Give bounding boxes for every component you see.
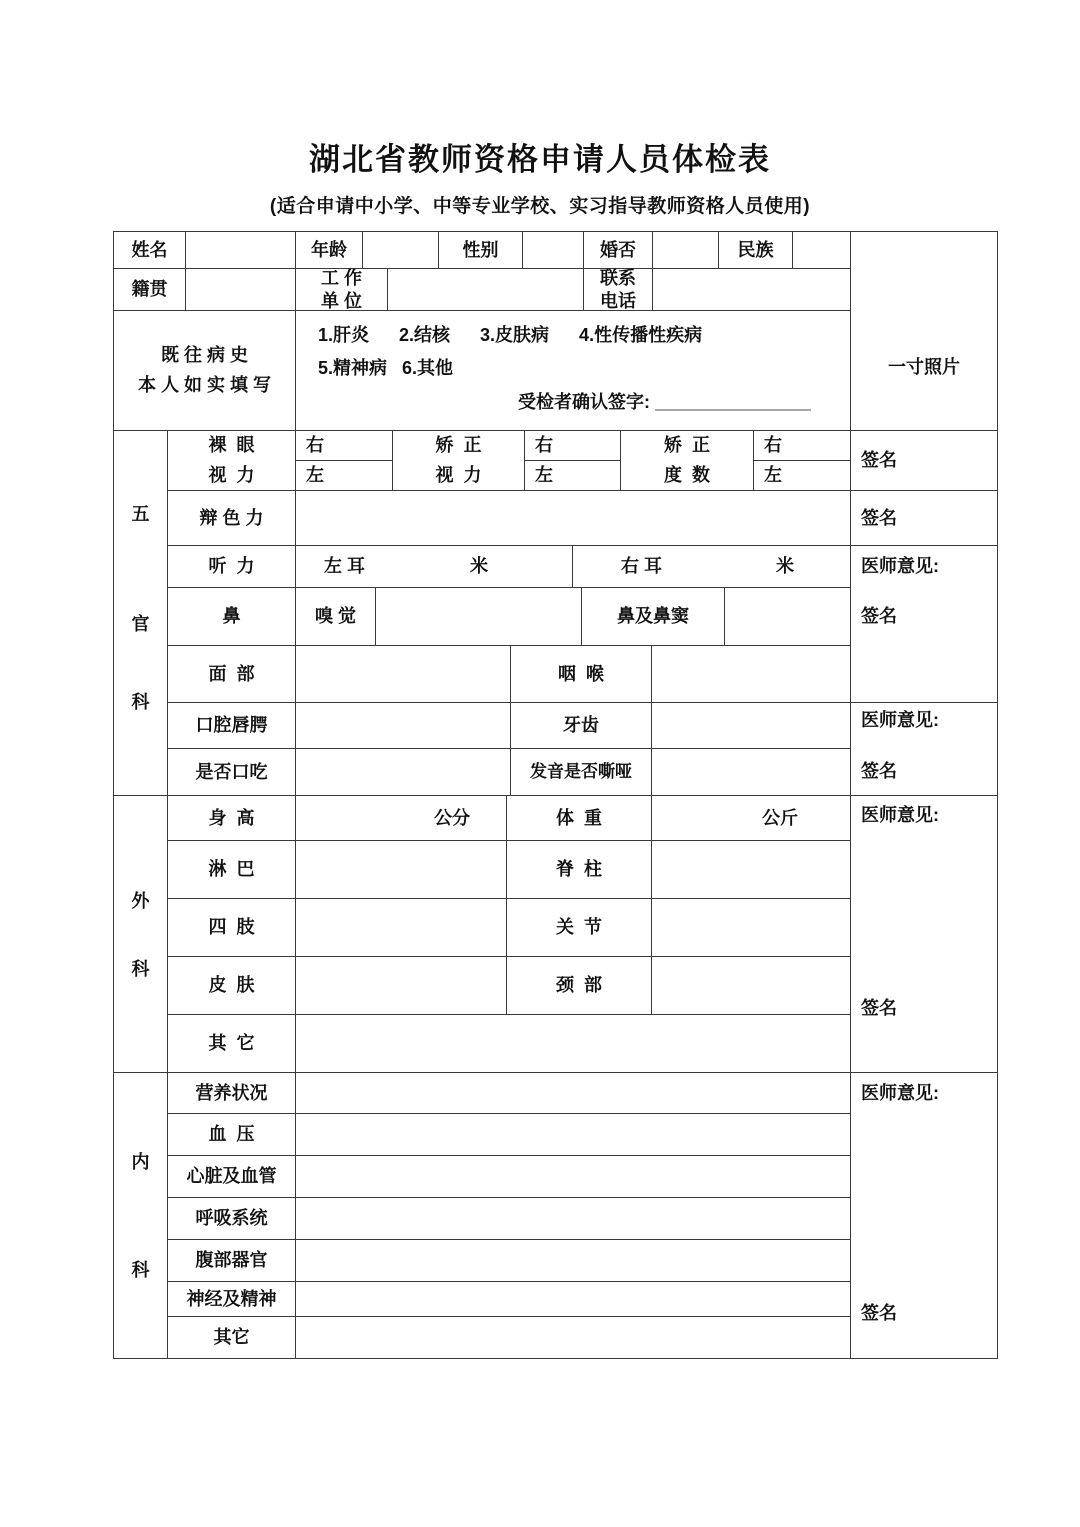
- page-title: 湖北省教师资格申请人员体检表: [309, 142, 771, 177]
- abdomen-label-cell: [167, 1239, 296, 1282]
- age-label: 年龄: [311, 239, 347, 260]
- corrected-degree-right-cell[interactable]: [753, 430, 851, 461]
- nose-sinus-label-cell: [581, 587, 725, 646]
- spine-label: 脊 柱: [555, 859, 602, 880]
- naked-vision-label-line1: 裸 眼: [208, 434, 255, 455]
- surgery-char-2: 科: [131, 959, 150, 979]
- joint-input-cell[interactable]: [651, 898, 851, 957]
- gender-label-cell: [438, 231, 523, 269]
- lymph-label-cell: [167, 840, 296, 899]
- blood-pressure-input-cell[interactable]: [295, 1113, 851, 1156]
- native-place-input-cell[interactable]: [185, 268, 296, 311]
- spine-label-cell: [506, 840, 652, 899]
- corrected-degree-label-line2: 度 数: [663, 464, 710, 485]
- nose-label: 鼻: [222, 606, 241, 627]
- heart-vessel-input-cell[interactable]: [295, 1155, 851, 1198]
- height-label-cell: [167, 795, 296, 841]
- doctor-opinion-label: 医师意见:: [861, 805, 939, 825]
- native-place-label: 籍贯: [131, 279, 168, 300]
- right-eye-label: 右: [535, 435, 553, 456]
- phone-label-cell: [583, 268, 653, 311]
- oral-label: 口腔唇腭: [195, 715, 268, 736]
- respiratory-label-cell: [167, 1197, 296, 1240]
- work-unit-label-cell: [295, 268, 388, 311]
- neck-label: 颈 部: [555, 975, 602, 996]
- surgery-section-label: [113, 795, 168, 1073]
- nutrition-label: 营养状况: [195, 1082, 268, 1103]
- five-sense-char-1: 五: [131, 504, 150, 524]
- nose-sinus-label: 鼻及鼻窦: [617, 606, 689, 627]
- hearing-label: 听 力: [208, 556, 255, 577]
- doctor-opinion-cell-1[interactable]: [850, 545, 998, 703]
- throat-label: 咽 喉: [557, 663, 604, 684]
- nose-sinus-input-cell[interactable]: [724, 587, 851, 646]
- marital-input-cell[interactable]: [652, 231, 719, 269]
- photo-label: 一寸照片: [888, 357, 960, 377]
- blood-pressure-label-cell: [167, 1113, 296, 1156]
- history-options-line2: 5.精神病 6.其他: [318, 358, 454, 378]
- ethnicity-input-cell[interactable]: [792, 231, 851, 269]
- internal-char-2: 科: [131, 1260, 150, 1280]
- heart-vessel-label-cell: [167, 1155, 296, 1198]
- corrected-degree-label-line1: 矫 正: [663, 434, 710, 455]
- work-unit-label-line2: 单 位: [320, 290, 362, 311]
- five-sense-char-3: 科: [131, 692, 150, 712]
- stutter-label-cell: [167, 748, 296, 796]
- hearing-right-ear-cell[interactable]: [572, 545, 851, 588]
- hoarse-input-cell[interactable]: [651, 748, 851, 796]
- naked-vision-right-cell[interactable]: [295, 430, 393, 461]
- teeth-label-cell: [510, 702, 652, 749]
- weight-label-cell: [506, 795, 652, 841]
- exam-form-table: [113, 231, 998, 1359]
- surgery-other-label-cell: [167, 1014, 296, 1073]
- throat-input-cell[interactable]: [651, 645, 851, 703]
- stutter-label: 是否口吃: [195, 761, 268, 782]
- doctor-sign-label: 签名: [861, 998, 897, 1018]
- name-label-cell: [113, 231, 186, 269]
- abdomen-label: 腹部器官: [195, 1250, 268, 1271]
- doctor-opinion-cell-2[interactable]: [850, 702, 998, 796]
- stutter-input-cell[interactable]: [295, 748, 511, 796]
- skin-input-cell[interactable]: [295, 956, 507, 1015]
- history-options-line1: 1.肝炎 2.结核 3.皮肤病 4.性传播性疾病: [318, 325, 703, 345]
- surgery-char-1: 外: [131, 891, 150, 911]
- neck-input-cell[interactable]: [651, 956, 851, 1015]
- weight-unit-label: 公斤: [762, 807, 798, 828]
- spine-input-cell[interactable]: [651, 840, 851, 899]
- native-place-label-cell: [113, 268, 186, 311]
- corrected-degree-label-cell: [620, 430, 754, 491]
- face-label-cell: [167, 645, 296, 703]
- internal-other-label-cell: [167, 1316, 296, 1359]
- surgery-other-label: 其 它: [208, 1033, 255, 1054]
- limbs-input-cell[interactable]: [295, 898, 507, 957]
- nose-label-cell: [167, 587, 296, 646]
- surgery-other-input-cell[interactable]: [295, 1014, 851, 1073]
- oral-label-cell: [167, 702, 296, 749]
- joint-label-cell: [506, 898, 652, 957]
- age-label-cell: [295, 231, 363, 269]
- nerve-spirit-input-cell[interactable]: [295, 1281, 851, 1317]
- ethnicity-label-cell: [718, 231, 793, 269]
- hearing-label-cell: [167, 545, 296, 588]
- corrected-vision-label-cell: [392, 430, 525, 491]
- smell-input-cell[interactable]: [375, 587, 582, 646]
- respiratory-label: 呼吸系统: [195, 1208, 268, 1229]
- meter-unit-label: 米: [470, 556, 488, 577]
- nutrition-label-cell: [167, 1072, 296, 1114]
- medical-history-label-cell: [113, 310, 296, 431]
- gender-input-cell[interactable]: [522, 231, 584, 269]
- work-unit-label-line1: 工 作: [320, 268, 362, 288]
- medical-history-content-cell[interactable]: [295, 310, 851, 431]
- hearing-left-ear-cell[interactable]: [295, 545, 573, 588]
- height-input-cell[interactable]: [295, 795, 507, 841]
- left-ear-label: 左 耳: [324, 556, 366, 577]
- right-ear-label: 右 耳: [621, 556, 663, 577]
- sign-label: 签名: [861, 507, 897, 528]
- ethnicity-label: 民族: [737, 239, 774, 260]
- corrected-vision-left-cell[interactable]: [524, 460, 621, 491]
- doctor-opinion-label: 医师意见:: [861, 556, 939, 576]
- doctor-opinion-cell-3[interactable]: [850, 795, 998, 1073]
- limbs-label: 四 肢: [208, 917, 255, 938]
- oral-input-cell[interactable]: [295, 702, 511, 749]
- lymph-label: 淋 巴: [208, 859, 255, 880]
- smell-label: 嗅 觉: [314, 606, 356, 627]
- five-sense-char-2: 官: [131, 614, 150, 634]
- color-vision-label: 辩 色 力: [199, 507, 264, 528]
- hoarse-label: 发音是否嘶哑: [530, 762, 632, 782]
- sign-label: 签名: [861, 450, 897, 471]
- naked-vision-label-cell: [167, 430, 296, 491]
- joint-label: 关 节: [555, 917, 602, 938]
- gender-label: 性别: [462, 239, 499, 260]
- skin-label-cell: [167, 956, 296, 1015]
- internal-other-input-cell[interactable]: [295, 1316, 851, 1359]
- weight-label: 体 重: [555, 807, 602, 828]
- meter-unit-label: 米: [776, 556, 794, 577]
- color-vision-sign-cell[interactable]: [850, 490, 998, 546]
- naked-vision-left-cell[interactable]: [295, 460, 393, 491]
- height-unit-label: 公分: [434, 807, 470, 828]
- page-subtitle: (适合申请中小学、中等专业学校、实习指导教师资格人员使用): [269, 196, 811, 217]
- left-eye-label: 左: [764, 465, 782, 486]
- doctor-sign-label: 签名: [861, 761, 897, 781]
- teeth-input-cell[interactable]: [651, 702, 851, 749]
- neck-label-cell: [506, 956, 652, 1015]
- nerve-spirit-label-cell: [167, 1281, 296, 1317]
- vision-sign-cell[interactable]: [850, 430, 998, 491]
- face-input-cell[interactable]: [295, 645, 511, 703]
- corrected-vision-right-cell[interactable]: [524, 430, 621, 461]
- heart-vessel-label: 心脏及血管: [186, 1166, 277, 1187]
- color-vision-label-cell: [167, 490, 296, 546]
- phone-input-cell[interactable]: [652, 268, 851, 311]
- internal-other-label: 其它: [213, 1327, 250, 1348]
- doctor-opinion-label: 医师意见:: [861, 1083, 939, 1103]
- throat-label-cell: [510, 645, 652, 703]
- skin-label: 皮 肤: [208, 975, 255, 996]
- lymph-input-cell[interactable]: [295, 840, 507, 899]
- age-input-cell[interactable]: [362, 231, 439, 269]
- naked-vision-label-line2: 视 力: [208, 464, 255, 485]
- blood-pressure-label: 血 压: [208, 1124, 255, 1145]
- name-label: 姓名: [131, 239, 168, 260]
- right-eye-label: 右: [764, 435, 782, 456]
- doctor-sign-label: 签名: [861, 606, 897, 626]
- smell-label-cell: [295, 587, 376, 646]
- marital-label-cell: [583, 231, 653, 269]
- examinee-signature-line[interactable]: [655, 389, 811, 411]
- abdomen-input-cell[interactable]: [295, 1239, 851, 1282]
- weight-input-cell[interactable]: [651, 795, 851, 841]
- hoarse-label-cell: [510, 748, 652, 796]
- teeth-label: 牙齿: [563, 715, 599, 736]
- nerve-spirit-label: 神经及精神: [186, 1288, 277, 1309]
- marital-label: 婚否: [600, 239, 636, 260]
- corrected-degree-left-cell[interactable]: [753, 460, 851, 491]
- right-eye-label: 右: [306, 435, 324, 456]
- respiratory-input-cell[interactable]: [295, 1197, 851, 1240]
- photo-cell: [850, 231, 998, 431]
- examinee-confirm-row: [518, 389, 811, 411]
- internal-section-label: [113, 1072, 168, 1359]
- work-unit-input-cell[interactable]: [387, 268, 584, 311]
- corrected-vision-label-line2: 视 力: [435, 464, 482, 485]
- doctor-sign-label: 签名: [861, 1303, 897, 1323]
- five-sense-section-label: [113, 430, 168, 796]
- phone-label-line2: 电话: [600, 290, 636, 311]
- medical-history-label-line2: 本 人 如 实 填 写: [137, 374, 271, 395]
- medical-history-label-line1: 既 往 病 史: [160, 344, 248, 365]
- left-eye-label: 左: [535, 465, 553, 486]
- name-input-cell[interactable]: [185, 231, 296, 269]
- internal-char-1: 内: [131, 1152, 150, 1172]
- doctor-opinion-label: 医师意见:: [861, 710, 939, 730]
- height-label: 身 高: [208, 807, 255, 828]
- face-label: 面 部: [208, 663, 255, 684]
- doctor-opinion-cell-4[interactable]: [850, 1072, 998, 1359]
- corrected-vision-label-line1: 矫 正: [435, 434, 482, 455]
- nutrition-input-cell[interactable]: [295, 1072, 851, 1114]
- examinee-signature-label: 受检者确认签字:: [518, 392, 650, 412]
- phone-label-line1: 联系: [600, 268, 636, 288]
- color-vision-input-cell[interactable]: [295, 490, 851, 546]
- left-eye-label: 左: [306, 465, 324, 486]
- limbs-label-cell: [167, 898, 296, 957]
